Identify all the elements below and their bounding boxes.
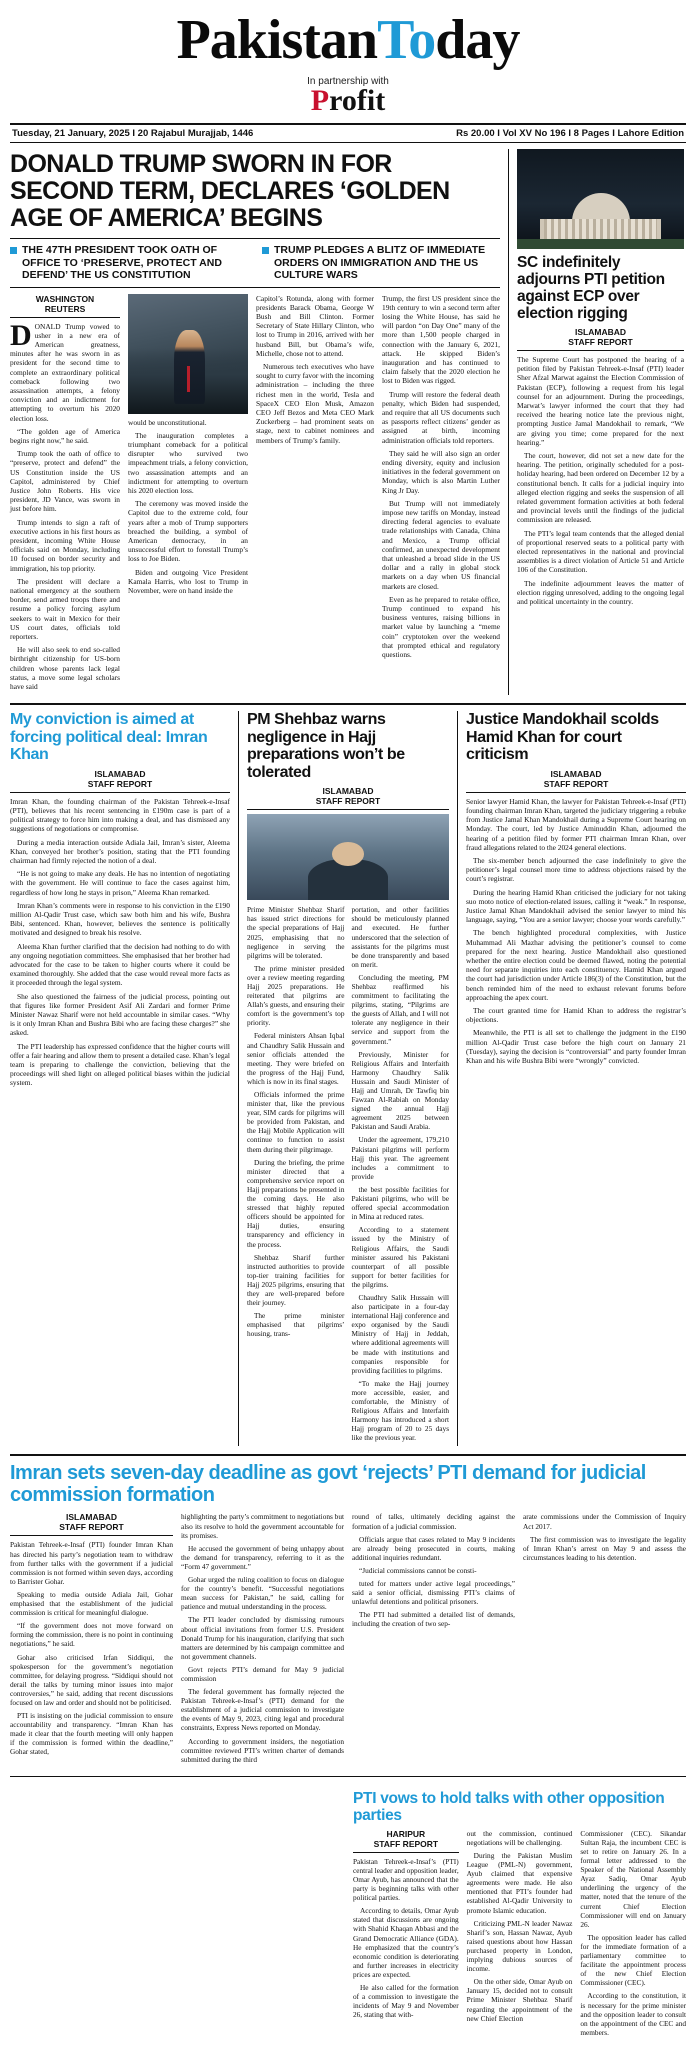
paragraph: During the Pakistan Muslim League (PML-N) government, Ayub claimed that expensive agreements were made. He also mentioned that PTI’s founder had established Al-Qadir University to promote Islamic education. (466, 1851, 573, 1915)
talks-column-1 (353, 1829, 459, 2041)
lead-byline-city: WASHINGTON (35, 293, 95, 304)
lead-kicker-2 (262, 244, 500, 282)
paragraph: Gohar also criticised Irfan Siddiqui, the spokesperson for the government’s negotiation committee, for delaying progress. “Siddiqui should not derail the talks by turning minor issues into major controversies,” he said, adding that recent discussions focused on law and order and should not be politicised. (10, 1652, 173, 1707)
deadline-column-3 (352, 1512, 515, 1767)
bottom-right-story (353, 1790, 686, 2041)
lead-paragraph: “The golden age of America begins right now,” he said. (10, 426, 120, 445)
imran-conviction-body (10, 797, 230, 1088)
lead-kicker-2-text: TRUMP PLEDGES A BLITZ OF IMMEDIATE ORDERS ON IMMIGRATION AND THE US CULTURE WARS (274, 244, 486, 281)
lead-photo-trump-swearing-in (128, 294, 248, 414)
square-bullet-icon (10, 247, 17, 254)
dateline-price: Rs 20.00 I Vol XV No 196 I 8 Pages I Lahore Edition (456, 128, 684, 139)
paragraph: The prime minister presided over a review meeting regarding Hajj 2025 preparations. He reiterated that pilgrims are Allah’s guests, and ensuring their comfort is the government’s top priority. (246, 963, 345, 1028)
byline-source: STAFF REPORT (315, 796, 381, 807)
masthead-title-part2: To (377, 9, 436, 71)
sc-paragraph: The indefinite adjournment leaves the matter of election rigging unresolved, adding to the ongoing legal and political uncertainty in the country. (517, 578, 684, 607)
paragraph: portation, and other facilities should be meticulously planned and executed. He further underscored that the selection of assistants for the pilgrims must be done transparently and based on merit. (351, 905, 450, 969)
lead-paragraph: Trump intends to sign a raft of executive actions in his first hours as president, incoming White House officials said on Monday, including 10 focused on border security and immigration, his top priority. (10, 517, 120, 573)
paragraph: Officials argue that cases related to May 9 incidents are already being prosecuted in courts, making additional inquiries redundant. (352, 1534, 515, 1562)
paragraph: arate commissions under the Commission of Inquiry Act 2017. (523, 1512, 686, 1531)
paragraph: “To make the Hajj journey more accessible, easier, and comfortable, the Ministry of Religious Affairs and Interfaith Harmony has introduced a short Hajj program of 20 to 25 days like the previous year. (351, 1378, 450, 1443)
mandokhail-headline: Justice Mandokhail scolds Hamid Khan for court criticism (466, 711, 659, 764)
sc-byline-source: STAFF REPORT (568, 337, 633, 347)
lead-column-3 (256, 294, 374, 696)
secondary-stories-band (10, 703, 686, 1446)
profit-logo-rofit: rofit (329, 84, 386, 117)
paragraph: The opposition leader has called for the immediate formation of a parliamentary committee to facilitate the appointment process of the new Chief Election Commissioner (CEC). (580, 1932, 687, 1988)
deadline-column-4 (523, 1512, 686, 1767)
paragraph: Imran Khan, the founding chairman of the Pakistan Tehreek-e-Insaf (PTI), believes that his recent sentencing in £190m case is part of a political strategy to force him into making a deal, and has dismissed any suggestions of negotiations or compromise. (10, 796, 230, 834)
bottom-half-wrap (10, 1790, 686, 2041)
paragraph: He accused the government of being unhappy about the demand for transparency, referring to it as the “Form 47 government.” (181, 1543, 344, 1571)
paragraph: According to a statement issued by the Ministry of Religious Affairs, the Saudi minister assured his Pakistani counterpart of all possible support for better facilities for the pilgrims. (351, 1225, 450, 1289)
byline-source: STAFF REPORT (87, 778, 153, 789)
paragraph: out the commission, continued negotiations will be challenging. (466, 1828, 573, 1847)
talks-column-2 (467, 1829, 573, 2041)
hajj-column-2 (351, 905, 449, 1446)
lead-column-4 (382, 294, 500, 696)
paragraph: The PTI leader concluded by dismissing rumours about official invitations from former U.S. President Donald Trump for his inauguration, clarifying that such matters are determined by his campaign committee and not government channels. (181, 1615, 344, 1661)
paragraph: The first commission was to investigate the legality of Imran Khan’s arrest on May 9 and assess the circumstances leading to his detention. (523, 1534, 686, 1562)
paragraph: According to the constitution, it is necessary for the prime minister and the opposition leader to consult on the appointment of the CEC and members. (580, 1991, 687, 2037)
masthead-title-part3: day (435, 9, 520, 71)
paragraph: the best possible facilities for Pakistani pilgrims, who will be offered special accommodation in Mina at reduced rates. (351, 1184, 450, 1222)
lead-main (10, 149, 500, 695)
talks-byline (353, 1829, 459, 1853)
paragraph: Under the agreement, 179,210 Pakistani pilgrims will perform Hajj this year. The agreement includes a commitment to provide (351, 1135, 450, 1181)
deadline-column-1 (10, 1512, 173, 1767)
lead-paragraph: Trump will restore the federal death penalty, which Biden had suspended, and require that all US documents such as passports reflect citizens’ gender as assigned at birth, incoming administration officials told reporters. (382, 389, 500, 445)
sc-byline (517, 327, 684, 351)
lead-column-1 (10, 294, 120, 696)
story-mandokhail-hamid-khan (466, 711, 686, 1446)
paragraph: Shehbaz Sharif further instructed authorities to provide top-tier training facilities for Hajj 2025 pilgrims, ensuring that they are well-prepared before their journey. (246, 1252, 345, 1308)
paragraph: Concluding the meeting, PM Shehbaz reaffirmed his commitment to facilitating the pilgrims, stating, “Pilgrims are the guests of Allah, and I will not tolerate any negligence in their service and support from the government.” (351, 972, 450, 1046)
byline-source: STAFF REPORT (543, 778, 609, 789)
paragraph: Speaking to media outside Adiala Jail, Gohar emphasised that the establishment of the judicial commission is critical for meaningful dialogue. (10, 1589, 173, 1618)
deadline-byline (10, 1512, 173, 1536)
lead-paragraph: The ceremony was moved inside the Capitol due to the extreme cold, four years after a mob of Trump supporters breached the building, a symbol of American democracy, in an unsuccessful effort to forestall Trump’s loss to Joe Biden. (128, 499, 248, 564)
paragraph: The federal government has formally rejected the Pakistan Tehreek-e-Insaf’s (PTI) demand for the establishment of a judicial commission to investigate the events of May 9, 2023, citing legal and procedural constraints, Express News reported on Monday. (181, 1687, 344, 1733)
partner-line: In partnership with (307, 76, 389, 87)
lead-section (10, 149, 686, 695)
paragraph: During the briefing, the prime minister directed that a comprehensive service report on Hajj preparations be presented in the coming days. He also stressed that highly reputed officers should be appointed for Hajj duties, ensuring transparency and efficiency in the process. (246, 1157, 345, 1249)
paragraph: Senior lawyer Hamid Khan, the lawyer for Pakistan Tehreek-e-Insaf (PTI) founding chairman Imran Khan, targeted the judiciary triggering a rebuke from Justice Jamal Khan Mandokhail during a Supreme Court hearing on Monday. The court, led by Justice Aminuddin Khan, adjourned the hearing of a petition filed by former PTI chairman Imran Khan, over fraud allegations related to the 2024 general elections. (466, 796, 686, 852)
paragraph: The bench highlighted procedural complexities, with Justice Muhammad Ali Mazhar advising the petitioner’s counsel to come prepared for the next hearing. Justice Mandokhail also questioned whether the entire election could be deemed flawed, noting the potential need for separate inquiries into each constituency. Hamid Khan argued the court had jurisdiction under Article 186(3) of the Constitution, but the bench reminded him of the need to exhaust relevant forums before approaching the apex court. (466, 928, 686, 1002)
paragraph: “He is not going to make any deals. He has no intention of negotiating with the government. He will continue to face the cases against him, regardless of how long he stays in prison,” Aleema Khan remarked. (10, 869, 230, 897)
lead-paragraph: Trump took the oath of office to “preserve, protect and defend” the US Constitution inside the US Capitol, administered by Chief Justice John Roberts. His vice president, JD Vance, was sworn in just before him. (10, 449, 120, 514)
deadline-headline: Imran sets seven-day deadline as govt ‘rejects’ PTI demand for judicial commission formation (10, 1462, 646, 1507)
lead-columns (10, 294, 500, 696)
sc-body (517, 355, 684, 606)
photo-tie (187, 366, 191, 392)
paragraph: Gohar urged the ruling coalition to focus on dialogue for the country’s benefit. “Successful negotiations mean success for Pakistan,” he said, calling for patience and mutual understanding in the process. (181, 1575, 344, 1612)
paragraph: tuted for matters under active legal proceedings,” said a senior official, dismissing PTI’s claims of unlawful detentions and political prisoners. (352, 1579, 515, 1607)
paragraph: Prime Minister Shehbaz Sharif has issued strict directions for the special preparations of Hajj 2025, emphasising that no negligence in serving the pilgrims will be tolerated. (246, 905, 345, 960)
byline-city: ISLAMABAD (94, 768, 146, 779)
lead-paragraph: DONALD Trump vowed to usher in a new era of American greatness, minutes after he was sworn in as president for the second time to complete an extraordinary political comeback following two assassination attempts, a felony conviction and an indictment for attempting to overturn his 2020 election loss. (10, 318, 120, 423)
paragraph: Chaudhry Salik Hussain will also participate in a four-day international Hajj conference and expo organised by the Saudi Ministry of Hajj in Jeddah, where additional agreements will be made with institutions and companies responsible for providing facilities to pilgrims. (351, 1292, 450, 1375)
paragraph: Pakistan Tehreek-e-Insaf’s (PTI) central leader and opposition leader, Omar Ayub, has announced that the party is beginning talks with other political parties. (353, 1856, 459, 1903)
paragraph: “Judicial commissions cannot be consti- (359, 1565, 477, 1575)
deadline-columns (10, 1512, 686, 1767)
mandokhail-byline (466, 769, 686, 793)
deadline-column-2 (181, 1512, 344, 1767)
byline-source: STAFF REPORT (373, 1838, 439, 1849)
photo-columns (544, 219, 658, 239)
paragraph: “If the government does not move forward on forming the commission, there is no point in continuing negotiations,” he said. (10, 1621, 173, 1649)
masthead-title (10, 10, 686, 70)
square-bullet-icon (262, 247, 269, 254)
paragraph: Criticizing PML-N leader Nawaz Sharif’s son, Hassan Nawaz, Ayub raised questions about how Hassan purchased property in London, implying dubious sources of income. (466, 1918, 573, 1974)
masthead (10, 0, 686, 117)
sc-paragraph: The Supreme Court has postponed the hearing of a petition filed by Pakistan Tehreek-e-Insaf (PTI) leader Sher Afzal Marwat against the Election Commission of Pakistan (ECP), following a request from his legal counsel for an adjournment. During the proceedings, Marwat’s lawyer informed the court that they had received the hearing notice late the previous night, prompting Justice Jamal Mandokhail to remark, “We are giving you time; come prepared for the next hearing.” (517, 355, 684, 447)
story-imran-deadline (10, 1454, 686, 1767)
paragraph: The PTI leadership has expressed confidence that the higher courts will offer a fair hearing and allow them to present a detailed case. Khan’s legal team is preparing to challenge the conviction, believing that the proceedings will shed light on alleged political biases within the judicial system. (10, 1041, 230, 1088)
dateline-bar (10, 125, 686, 142)
paragraph: The court granted time for Hamid Khan to address the registrar’s objections. (466, 1005, 686, 1025)
lead-paragraph: The president will declare a national emergency at the southern border, send armed troops there and resume a policy forcing asylum seekers to wait in Mexico for their US court dates, officials told reporters. (10, 576, 120, 641)
hajj-headline: PM Shehbaz warns negligence in Hajj preparations won’t be tolerated (246, 711, 405, 781)
mandokhail-body (466, 797, 686, 1065)
paragraph: Govt rejects PTI’s demand for May 9 judicial commission (181, 1664, 344, 1683)
paragraph: He also called for the formation of a commission to investigate the incidents of May 9 and November 26, stating that with- (353, 1983, 459, 2020)
paragraph: Imran Khan’s comments were in response to his conviction in the £190 million Al-Qadir Trust case, which saw both him and his wife, Bushra Bibi, sentenced. Khan, however, believes the sentence is politically motivated and designed to break his resolve. (10, 900, 230, 938)
lead-paragraph: Even as he prepared to retake office, Trump continued to expand his business ventures, raising billions in market value by launching a “meme coin” cryptotoken over the weekend that prompted ethical and regulatory questions. (382, 594, 500, 660)
sc-byline-city: ISLAMABAD (575, 327, 626, 337)
dateline-rule (10, 142, 686, 143)
paragraph: Commissioner (CEC). Sikandar Sultan Raja, the incumbent CEC is set to retire on January 26. In a formal letter addressed to the Speaker of the National Assembly Ayaz Sadiq, Omar Ayub underlining the urgency of the matter, noted that the tenure of the current Chief Election Commissioner will end on January 26. (580, 1828, 687, 1929)
lead-kickers (10, 238, 500, 288)
paragraph: During the hearing Hamid Khan criticised the judiciary for not taking suo moto notice of election-related issues, calling it “weak.” In response, Justice Jamal Khan Mandokhail advised the senior lawyer to mind his language, saying, “You are a senior lawyer; choose your words carefully.” (466, 887, 686, 925)
lead-paragraph: Capitol’s Rotunda, along with former presidents Barack Obama, George W Bush and Bill Clinton. Former Secretary of State Hillary Clinton, who lost to Trump in 2016, arrived with her husband Bill, but Obama’s wife, Michelle, chose not to attend. (256, 293, 374, 358)
lead-headline: DONALD TRUMP SWORN IN FOR SECOND TERM, DECLARES ‘GOLDEN AGE OF AMERICA’ BEGINS (10, 150, 450, 232)
imran-conviction-byline (10, 769, 230, 793)
photo-head (332, 842, 364, 866)
lead-paragraph: Trump, the first US president since the 19th century to win a second term after losing the White House, has said he will pardon “on Day One” many of the more than 1,500 people charged in connection with the January 6, 2021, attack. He skipped Biden’s inauguration and has continued to claim falsely that the 2020 election he lost to Biden was rigged. (382, 293, 500, 386)
hajj-column-1 (247, 905, 345, 1446)
bottom-left-filler (10, 1790, 343, 2041)
paragraph: According to government insiders, the negotiation committee reviewed PTI’s written charter of demands submitted during the third (181, 1736, 344, 1764)
talks-columns (353, 1829, 686, 2041)
paragraph: Officials informed the prime minister that, like the previous year, SIM cards for pilgrims will be provided from Pakistan, and the Hajj Mobile Application will continue to function to assist them during their pilgrimage. (246, 1090, 345, 1154)
sc-story (508, 149, 684, 695)
lead-paragraph: Numerous tech executives who have sought to curry favor with the incoming administration – including the three richest men in the world, Tesla and SpaceX CEO Elon Musk, Amazon CEO Jeff Bezos and Meta CEO Mark Zuckerberg – had prominent seats on stage, next to cabinet nominees and members of Trump’s family. (256, 361, 374, 445)
paragraph: Meanwhile, the PTI is all set to challenge the judgment in the £190 million Al-Qadir Trust case before the high court on January 21 (Tuesday), saying the decision is “controversial” and party founder Imran Khan and his wife Bushra Bibi were “wrongly” convicted. (466, 1028, 686, 1065)
story-imran-conviction (10, 711, 230, 1446)
lead-paragraph: They said he will also sign an order ending diversity, equity and inclusion initiatives in the federal government on Monday, which is also Martin Luther King Jr Day. (382, 448, 500, 495)
paragraph: Pakistan Tehreek-e-Insaf (PTI) founder Imran Khan has directed his party’s negotiation team to withdraw from further talks with the government if a judicial commission is not formed within seven days, according to Barrister Gohar. (10, 1540, 173, 1586)
lead-column-2 (128, 294, 248, 696)
dateline-date: Tuesday, 21 January, 2025 I 20 Rajabul Murajjab, 1446 (12, 128, 254, 139)
story-hajj-preparations (238, 711, 458, 1446)
paragraph: The prime minister emphasised that pilgrims’ housing, trans- (246, 1311, 345, 1339)
paragraph: She also questioned the fairness of the judicial process, pointing out that figures like former President Asif Ali Zardari and former Prime Minister Nawaz Sharif were not held accountable in similar cases. “Why is it only Imran Khan and Bushra Bibi who are facing these charges?” she asked. (10, 991, 230, 1038)
talks-column-3 (580, 1829, 686, 2041)
paragraph: round of talks, ultimately deciding against the formation of a judicial commission. (352, 1512, 515, 1531)
paragraph: The six-member bench adjourned the case indefinitely to give the petitioner’s legal counsel more time to address objections raised by the court’s registrar. (466, 855, 686, 884)
byline-city: ISLAMABAD (322, 786, 374, 797)
paragraph: Previously, Minister for Religious Affairs and Interfaith Harmony Chaudhry Salik Hussain and Saudi Minister of Hajj and Umrah, Dr Tawfiq bin Fawzan Al-Rabiah on Monday signed the annual Hajj agreement 2025 between Pakistan and Saudi Arabia. (351, 1049, 450, 1132)
hajj-byline (247, 786, 449, 810)
lead-byline (10, 294, 120, 318)
sc-headline: SC indefinitely adjourns PTI petition against ECP over election rigging (517, 254, 665, 322)
lead-byline-source: REUTERS (44, 303, 86, 314)
paragraph: On the other side, Omar Ayub on January 15, decided not to consult Prime Minister Shehbaz Sharif regarding the appointment of the new Chief Election (466, 1977, 573, 2023)
paragraph: Aleema Khan further clarified that the decision had nothing to do with any ongoing negotiation committees. She emphasised that her brother had advocated for the case to be taken to higher courts where it could be examined thoroughly. She added that the case would reveal more facts as it proceeded through the legal system. (10, 941, 230, 988)
byline-city: HARIPUR (386, 1828, 426, 1839)
hajj-photo-shehbaz-sharif (247, 814, 449, 900)
lead-paragraph: Biden and outgoing Vice President Kamala Harris, who lost to Trump in November, were on hand inside the (128, 567, 248, 595)
lead-paragraph: But Trump will not immediately impose new tariffs on Monday, instead directing federal agencies to evaluate trade relationships with Canada, China and Mexico, a Trump official confirmed, an unexpected development that unleashed a broad slide in the US dollar and a rally in global stock markets on a day when US financial markets are closed. (382, 498, 500, 591)
profit-logo (10, 85, 686, 117)
lead-paragraph: would be unconstitutional. (128, 417, 207, 427)
talks-headline: PTI vows to hold talks with other opposition parties (353, 1789, 665, 1824)
masthead-title-part1: Pakistan (176, 9, 378, 71)
profit-logo-p: P (310, 84, 330, 117)
byline-city: ISLAMABAD (550, 768, 602, 779)
paragraph: PTI is insisting on the judicial commission to ensure accountability and transparency. “Imran Khan has made it clear that the fourth meeting will only happen if the commission is formed within the deadline,” Gohar stated, (10, 1711, 173, 1757)
paragraph: Federal ministers Ahsan Iqbal and Chaudhry Salik Hussain and senior officials attended the meeting. They were briefed on the progress of the Hajj Fund, which is now in its final stages. (246, 1031, 345, 1086)
paragraph: According to details, Omar Ayub stated that discussions are ongoing with Shahid Khaqan Abbasi and the Grand Democratic Alliance (GDA). He emphasized that the country’s economic condition is deteriorating and further increases in electricity prices are expected. (353, 1906, 459, 1979)
story-pti-talks (10, 1776, 686, 2041)
lead-kicker-1-text: THE 47TH PRESIDENT TOOK OATH OF OFFICE TO ‘PRESERVE, PROTECT AND DEFEND’ THE US CONSTITUTION (22, 244, 222, 281)
sc-paragraph: The PTI’s legal team contends that the alleged denial of proportional reserved seats to a political party with elected representatives in the national and provincial assemblies is a direct violation of Article 51 and Article 106 of the Constitution. (517, 528, 684, 575)
lead-kicker-1 (10, 244, 248, 282)
lead-paragraph: He will also seek to end so-called birthright citizenship for US-born children whose parents lack legal status, a move some legal scholars have said (10, 645, 120, 692)
byline-source: STAFF REPORT (59, 1522, 124, 1533)
imran-conviction-headline: My conviction is aimed at forcing political deal: Imran Khan (10, 711, 208, 764)
sc-photo-supreme-court (517, 149, 684, 249)
paragraph: highlighting the party’s commitment to negotiations but also its resolve to hold the government accountable for its promises. (181, 1512, 344, 1540)
paragraph: During a media interaction outside Adiala Jail, Imran’s sister, Aleema Khan, conveyed her brother’s position, stating that the PTI founding chairman had firmly rejected the notion of a deal. (10, 837, 230, 865)
paragraph: The PTI had submitted a detailed list of demands, including the creation of two sep- (352, 1610, 515, 1629)
sc-paragraph: The court, however, did not set a new date for the hearing. The petition, originally scheduled for a post-holiday hearing, had been ordered on December 12 by a constitutional bench. It calls for a judicial inquiry into alleged election rigging and seeks the suspension of all related government formation activities at both federal and provincial levels until the findings of the judicial commission are released. (517, 451, 684, 525)
byline-city: ISLAMABAD (66, 1512, 117, 1523)
photo-lawn (517, 239, 684, 249)
lead-paragraph: The inauguration completes a triumphant comeback for a political disrupter who survived two impeachment trials, a felony conviction, two assassination attempts and an indictment for attempting to overturn his 2020 election loss. (128, 430, 248, 495)
hajj-body (247, 905, 449, 1446)
